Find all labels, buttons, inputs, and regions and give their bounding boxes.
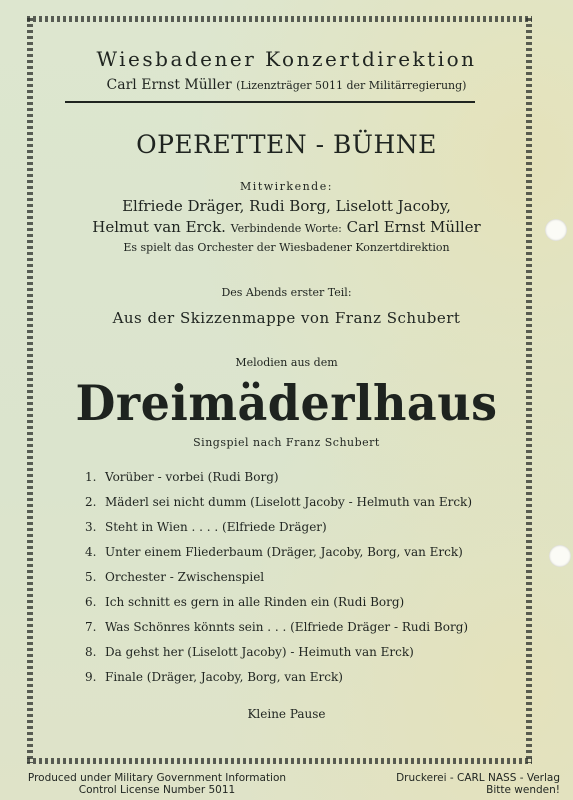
program-item-text: Steht in Wien . . . . (Elfriede Dräger) <box>105 520 327 534</box>
cast-line-2 <box>0 218 573 236</box>
program-item-number: 2. <box>85 495 97 509</box>
punch-hole <box>549 545 571 567</box>
program-item-text: Mäderl sei nicht dumm (Liselott Jacoby - Helmuth van Erck) <box>105 495 473 509</box>
feature-intro: Melodien aus dem <box>235 356 338 369</box>
first-part-label: Des Abends erster Teil: <box>221 286 352 299</box>
first-part-title: Aus der Skizzenmappe von Franz Schubert <box>112 309 461 327</box>
cast-names: Helmut van Erck. <box>92 218 226 236</box>
program-item-text: Ich schnitt es gern in alle Rinden ein (Rudi Borg) <box>105 595 405 609</box>
footer-turn-page: Bitte wenden! <box>486 784 560 796</box>
program-item-number: 5. <box>85 570 97 584</box>
stage-title: OPERETTEN - BÜHNE <box>136 130 437 159</box>
feature-title: Dreimäderlhaus <box>75 374 498 432</box>
decorative-border-bottom <box>27 758 532 764</box>
program-item <box>85 495 525 520</box>
footer-printer <box>330 772 560 796</box>
program-item-number: 9. <box>85 670 97 684</box>
program-item-number: 8. <box>85 645 97 659</box>
program-item-text: Unter einem Fliederbaum (Dräger, Jacoby, Borg, van Erck) <box>105 545 463 559</box>
program-item <box>85 645 525 670</box>
program-item <box>85 470 525 495</box>
program-item-number: 4. <box>85 545 97 559</box>
header-subtitle <box>0 77 573 93</box>
cast-label: Mitwirkende: <box>240 180 333 193</box>
narrator-name: Carl Ernst Müller <box>346 218 481 236</box>
program-item-text: Da gehst her (Liselott Jacoby) - Heimuth van Erck) <box>105 645 414 659</box>
program-item <box>85 545 525 570</box>
program-item-text: Orchester - Zwischenspiel <box>105 570 265 584</box>
program-item-text: Finale (Dräger, Jacoby, Borg, van Erck) <box>105 670 343 684</box>
program-item-number: 6. <box>85 595 97 609</box>
program-item-number: 3. <box>85 520 97 534</box>
footer-license-line-1: Produced under Military Government Information <box>27 772 287 784</box>
decorative-border-top <box>27 16 532 22</box>
program-list <box>85 470 525 695</box>
header-divider <box>65 101 475 103</box>
program-item <box>85 520 525 545</box>
intermission-note: Kleine Pause <box>247 707 326 721</box>
program-item <box>85 620 525 645</box>
program-item-text: Was Schönres könnts sein . . . (Elfriede Dräger - Rudi Borg) <box>105 620 469 634</box>
orchestra-note: Es spielt das Orchester der Wiesbadener Konzertdirektion <box>123 241 450 254</box>
feature-subtitle: Singspiel nach Franz Schubert <box>193 436 380 449</box>
narration-label: Verbindende Worte: <box>230 222 342 235</box>
program-item-number: 1. <box>85 470 97 484</box>
header-name: Carl Ernst Müller <box>106 77 232 93</box>
program-item <box>85 570 525 595</box>
program-item <box>85 595 525 620</box>
program-item-number: 7. <box>85 620 97 634</box>
header-title: Wiesbadener Konzertdirektion <box>96 47 477 71</box>
program-item-text: Vorüber - vorbei (Rudi Borg) <box>105 470 279 484</box>
footer-license-line-2: Control License Number 5011 <box>78 784 236 796</box>
footer-license <box>12 772 302 796</box>
program-item <box>85 670 525 695</box>
header-license: (Lizenzträger 5011 der Militärregierung) <box>236 79 467 92</box>
cast-line-1: Elfriede Dräger, Rudi Borg, Liselott Jacoby, <box>122 197 451 215</box>
footer-printer-line: Druckerei - CARL NASS - Verlag <box>396 772 560 784</box>
